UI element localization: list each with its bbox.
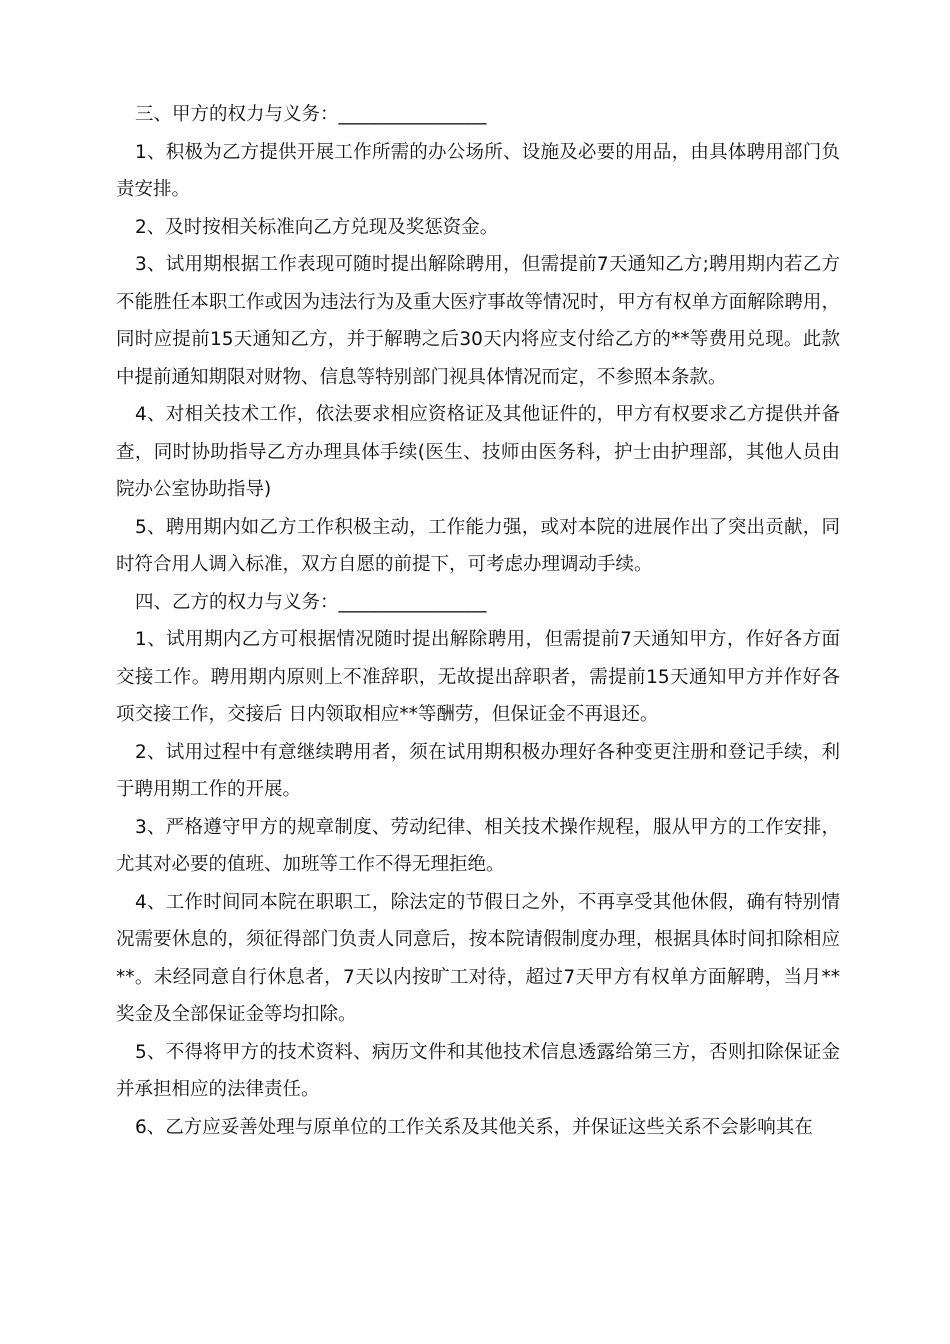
section-heading-party-a: 三、甲方的权力与义务：________________ [135,104,487,125]
clause-b-6: 6、乙方应妥善处理与原单位的工作关系及其他关系，并保证这些关系不会影响其在 [135,1116,813,1138]
clause-b-3: 3、严格遵守甲方的规章制度、劳动纪律、相关技术操作规程，服从甲方的工作安排，尤其对必要的值班、加班等工作不得无理拒绝。 [116,816,840,875]
document-body [116,96,840,1146]
clause-a-5: 5、聘用期内如乙方工作积极主动，工作能力强，或对本院的进展作出了突出贡献，同时符合用人调入标准，双方自愿的前提下，可考虑办理调动手续。 [116,516,840,575]
clause-b-5: 5、不得将甲方的技术资料、病历文件和其他技术信息透露给第三方，否则扣除保证金并承担相应的法律责任。 [116,1041,840,1100]
section-heading-party-b: 四、乙方的权力与义务：________________ [135,591,487,613]
clause-b-1: 1、试用期内乙方可根据情况随时提出解除聘用，但需提前7天通知甲方，作好各方面交接工作。聘用期内原则上不准辞职，无故提出辞职者，需提前15天通知甲方并作好各项交接工作，交接后 日内领取相应**等酬劳，但保证金不再退还。 [116,629,840,725]
clause-a-3: 3、试用期根据工作表现可随时提出解除聘用，但需提前7天通知乙方;聘用期内若乙方不能胜任本职工作或因为违法行为及重大医疗事故等情况时，甲方有权单方面解除聘用，同时应提前15天通知乙方，并于解聘之后30天内将应支付给乙方的**等费用兑现。此款中提前通知期限对财物、信息等特别部门视具体情况而定，不参照本条款。 [116,254,840,388]
clause-a-4: 4、对相关技术工作，依法要求相应资格证及其他证件的，甲方有权要求乙方提供并备查，同时协助指导乙方办理具体手续(医生、技师由医务科，护士由护理部，其他人员由院办公室协助指导) [116,404,840,500]
clause-b-4: 4、工作时间同本院在职职工，除法定的节假日之外，不再享受其他休假，确有特别情况需要休息的，须征得部门负责人同意后，按本院请假制度办理，根据具体时间扣除相应**。未经同意自行休息者，7天以内按旷工对待，超过7天甲方有权单方面解聘，当月**奖金及全部保证金等均扣除。 [116,891,840,1025]
clause-a-2: 2、及时按相关标准向乙方兑现及奖惩资金。 [135,216,499,238]
clause-a-1: 1、积极为乙方提供开展工作所需的办公场所、设施及必要的用品，由具体聘用部门负责安排。 [116,141,840,200]
clause-b-2: 2、试用过程中有意继续聘用者，须在试用期积极办理好各种变更注册和登记手续，利于聘用期工作的开展。 [116,741,840,800]
